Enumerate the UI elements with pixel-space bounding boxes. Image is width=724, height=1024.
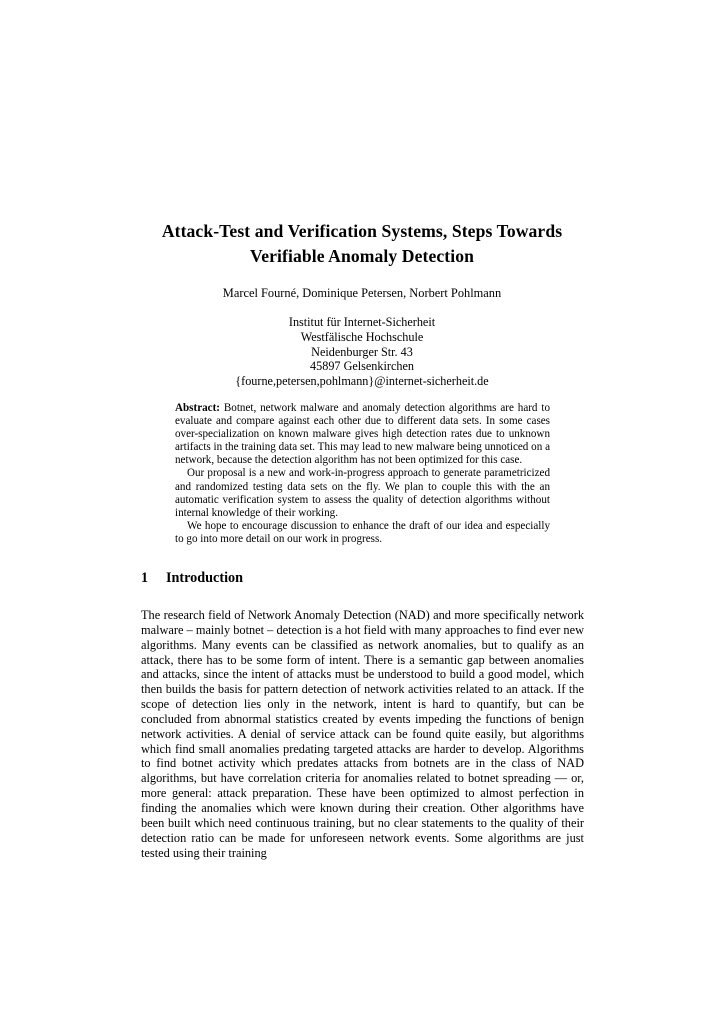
body-paragraph-1: The research field of Network Anomaly Detection (NAD) and more specifically network malware – mainly botnet – detection is a hot field with many approaches to find ever new algorithms. Many events can be classified as network anomalies, but to qualify as an attack, there has to be some form of intent. There is a semantic gap between anomalies and attacks, since the intent of attacks must be understood to build a good model, which then builds the basis for pattern detection of network activities related to an attack. If the scope of detection lies only in the network, intent is hard to quantify, but can be concluded from abnormal statistics created by events impeding the functions of benign network activities. A denial of service attack can be found quite easily, but algorithms which find small anomalies predating targeted attacks are harder to develop. Algorithms to find botnet activity which predates attacks from botnets are in the class of NAD algorithms, but have correlation criteria for anomalies related to botnet spreading — or, more general: attack preparation. These have been optimized to almost perfection in finding the anomalies which were known during their creation. Other algorithms have been built which need continuous training, but no clear statements to the quality of their detection ratio can be made for unforeseen network events. Some algorithms are just tested using their training — [141, 608, 584, 860]
page-title — [141, 219, 583, 269]
affiliation-email: {fourne,petersen,pohlmann}@internet-sicherheit.de — [235, 374, 489, 389]
abstract-paragraph-1 — [175, 402, 550, 467]
affiliation-university: Westfälische Hochschule — [300, 329, 424, 344]
affiliation-city: 45897 Gelsenkirchen — [310, 359, 414, 374]
abstract-paragraph-2: Our proposal is a new and work-in-progress approach to generate parametricized and randomized testing data sets on the fly. We plan to couple this with the an automatic verification system to assess the quality of detection algorithms without internal knowledge of their working. — [175, 467, 550, 519]
paper-title-line-1: Attack-Test and Verification Systems, Steps Towards — [161, 221, 563, 241]
section-body — [141, 608, 584, 860]
abstract-label: Abstract: — [175, 402, 220, 414]
paper-title-line-2: Verifiable Anomaly Detection — [250, 246, 474, 266]
author-list: Marcel Fourné, Dominique Petersen, Norbert Pohlmann — [222, 286, 502, 300]
abstract-paragraph-1-text: Botnet, network malware and anomaly detection algorithms are hard to evaluate and compare against each other due to different data sets. In some cases over-specialization on known malware gives high detection rates due to unknown artifacts in the training data set. This may lead to new malware being unnoticed on a network, because the detection algorithm has not been optimized for this case. — [175, 402, 550, 467]
affiliation-block — [141, 315, 583, 389]
section-title: Introduction — [166, 570, 243, 586]
affiliation-institute: Institut für Internet-Sicherheit — [288, 315, 436, 329]
affiliation-street: Neidenburger Str. 43 — [311, 344, 413, 359]
section-number: 1 — [141, 570, 149, 586]
abstract-paragraph-3: We hope to encourage discussion to enhance the draft of our idea and especially to go into more detail on our work in progress. — [175, 519, 550, 545]
abstract-block — [175, 402, 550, 546]
section-heading-introduction — [141, 570, 583, 587]
title-block — [141, 219, 583, 269]
